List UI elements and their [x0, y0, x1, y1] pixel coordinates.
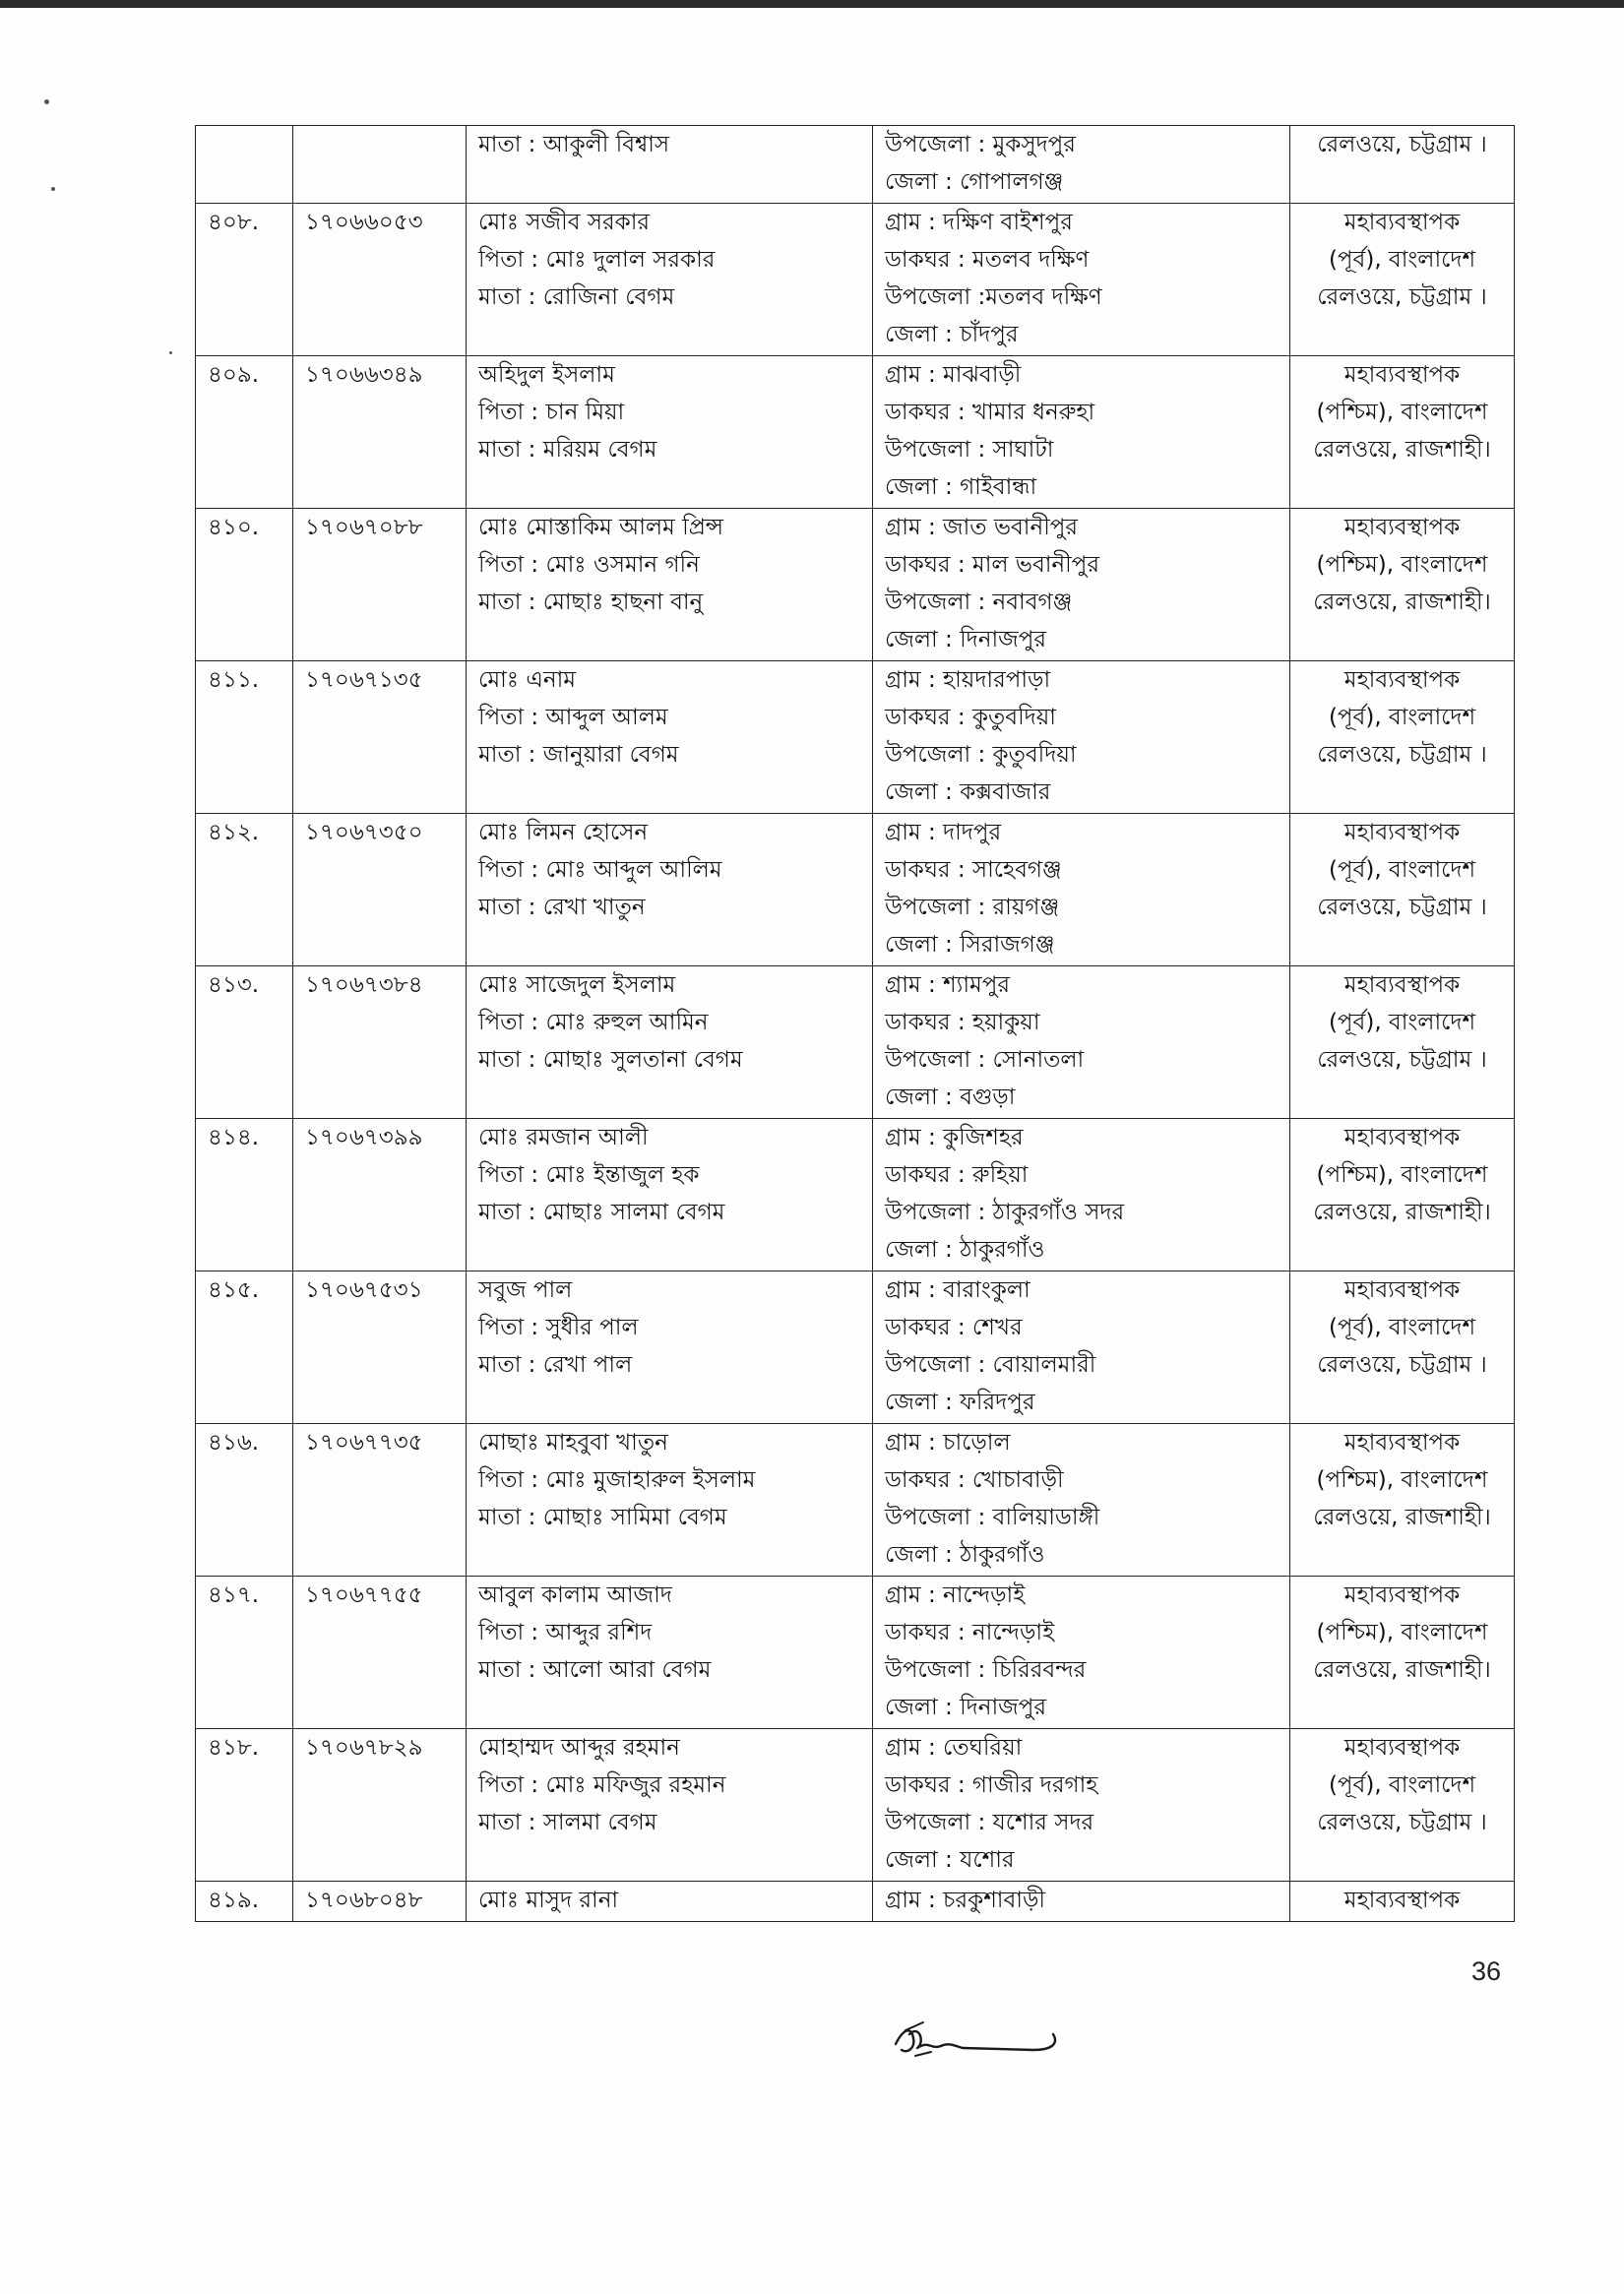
name-line: পিতা : মোঃ মফিজুর রহমান	[478, 1772, 726, 1798]
address-line: উপজেলা :মতলব দক্ষিণ	[885, 284, 1102, 310]
posting-line: মহাব্যবস্থাপক	[1343, 1430, 1461, 1456]
address-line: উপজেলা : যশোর সদর	[885, 1810, 1094, 1835]
serial-number-cell: ৪১২.	[196, 814, 293, 966]
candidate-table	[195, 125, 1515, 1922]
address-line: ডাকঘর : খামার ধনরুহা	[885, 400, 1095, 425]
name-line: পিতা : সুধীর পাল	[478, 1315, 639, 1340]
table-row	[196, 966, 1515, 1119]
address-line: ডাকঘর : কুতুবদিয়া	[885, 705, 1056, 730]
name-line: পিতা : চান মিয়া	[478, 400, 625, 425]
name-cell	[467, 966, 873, 1119]
roll-number-cell: ১৭০৬৮০৪৮	[293, 1882, 467, 1922]
posting-line: (পূর্ব), বাংলাদেশ	[1328, 247, 1476, 273]
name-cell	[467, 1882, 873, 1922]
roll-number-cell: ১৭০৬৬০৫৩	[293, 204, 467, 356]
posting-cell	[1290, 509, 1515, 661]
roll-number-cell: ১৭০৬৭০৮৮	[293, 509, 467, 661]
table-row	[196, 814, 1515, 966]
roll-number-cell	[293, 126, 467, 204]
name-line: মোঃ লিমন হোসেন	[478, 820, 649, 845]
posting-line: (পূর্ব), বাংলাদেশ	[1328, 1315, 1476, 1340]
posting-cell	[1290, 126, 1515, 204]
posting-cell	[1290, 661, 1515, 814]
serial-number-cell: ৪১৪.	[196, 1119, 293, 1271]
posting-line: মহাব্যবস্থাপক	[1343, 820, 1461, 845]
posting-line: মহাব্যবস্থাপক	[1343, 210, 1461, 235]
name-line: সবুজ পাল	[478, 1277, 573, 1303]
posting-line: (পশ্চিম), বাংলাদেশ	[1316, 552, 1488, 578]
address-line: ডাকঘর : রুহিয়া	[885, 1162, 1029, 1188]
address-line: উপজেলা : বোয়ালমারী	[885, 1352, 1096, 1378]
roll-number-cell: ১৭০৬৭৭৫৫	[293, 1577, 467, 1729]
address-line: উপজেলা : সাঘাটা	[885, 437, 1054, 463]
address-line: জেলা : যশোর	[885, 1847, 1015, 1873]
name-line: পিতা : মোঃ মুজাহারুল ইসলাম	[478, 1467, 756, 1493]
table-row	[196, 1577, 1515, 1729]
posting-line: রেলওয়ে, চট্টগ্রাম ।	[1317, 284, 1487, 310]
scan-speck	[51, 187, 55, 191]
signature-icon	[886, 2013, 1073, 2072]
address-line: ডাকঘর : শেখর	[885, 1315, 1023, 1340]
posting-line: রেলওয়ে, রাজশাহী।	[1313, 437, 1491, 463]
name-line: মাতা : রেখা পাল	[478, 1352, 633, 1378]
address-line: উপজেলা : মুকসুদপুর	[885, 132, 1076, 157]
address-line: গ্রাম : মাঝবাড়ী	[885, 362, 1022, 388]
address-line: ডাকঘর : গাজীর দরগাহ	[885, 1772, 1098, 1798]
address-line: জেলা : ঠাকুরগাঁও	[885, 1542, 1045, 1568]
address-line: গ্রাম : নান্দেড়াই	[885, 1582, 1026, 1608]
table-row	[196, 661, 1515, 814]
serial-number-cell: ৪১৯.	[196, 1882, 293, 1922]
name-line: মাতা : মোছাঃ সামিমা বেগম	[478, 1505, 727, 1530]
name-line: পিতা : মোঃ ওসমান গনি	[478, 552, 700, 578]
name-line: মাতা : আকুলী বিশ্বাস	[478, 132, 670, 157]
name-line: মোঃ মাসুদ রানা	[478, 1888, 619, 1913]
address-line: জেলা : গাইবান্ধা	[885, 474, 1037, 500]
address-cell	[873, 1729, 1290, 1882]
name-line: মাতা : আলো আরা বেগম	[478, 1657, 712, 1683]
serial-number-cell: ৪১৫.	[196, 1271, 293, 1424]
posting-line: মহাব্যবস্থাপক	[1343, 1277, 1461, 1303]
table-row	[196, 1729, 1515, 1882]
posting-cell	[1290, 1882, 1515, 1922]
name-line: মাতা : সালমা বেগম	[478, 1810, 657, 1835]
table-row	[196, 509, 1515, 661]
posting-line: মহাব্যবস্থাপক	[1343, 515, 1461, 540]
serial-number-cell: ৪১৩.	[196, 966, 293, 1119]
posting-line: মহাব্যবস্থাপক	[1343, 1888, 1461, 1913]
roll-number-cell: ১৭০৬৭৮২৯	[293, 1729, 467, 1882]
name-line: পিতা : মোঃ ইন্তাজুল হক	[478, 1162, 700, 1188]
table-row	[196, 1882, 1515, 1922]
name-line: মাতা : মোছাঃ হাছনা বানু	[478, 589, 704, 615]
address-line: গ্রাম : দক্ষিণ বাইশপুর	[885, 210, 1073, 235]
address-line: জেলা : কক্সবাজার	[885, 779, 1051, 805]
name-line: মোঃ সজীব সরকার	[478, 210, 651, 235]
table-row	[196, 126, 1515, 204]
table-row	[196, 1424, 1515, 1577]
serial-number-cell: ৪১৬.	[196, 1424, 293, 1577]
posting-cell	[1290, 204, 1515, 356]
posting-line: রেলওয়ে, চট্টগ্রাম ।	[1317, 742, 1487, 768]
table-row	[196, 1271, 1515, 1424]
address-cell	[873, 966, 1290, 1119]
address-cell	[873, 1271, 1290, 1424]
name-line: পিতা : মোঃ রুহুল আমিন	[478, 1010, 709, 1035]
name-line: মোঃ মোস্তাকিম আলম প্রিন্স	[478, 515, 723, 540]
address-line: ডাকঘর : খোচাবাড়ী	[885, 1467, 1064, 1493]
address-line: জেলা : ঠাকুরগাঁও	[885, 1237, 1045, 1263]
address-cell	[873, 661, 1290, 814]
roll-number-cell: ১৭০৬৭৩৯৯	[293, 1119, 467, 1271]
address-line: জেলা : বগুড়া	[885, 1085, 1016, 1110]
scan-top-edge	[0, 0, 1624, 8]
scan-speck	[169, 351, 172, 354]
address-line: ডাকঘর : মতলব দক্ষিণ	[885, 247, 1090, 273]
scan-speck	[44, 99, 49, 104]
address-line: উপজেলা : ঠাকুরগাঁও সদর	[885, 1200, 1125, 1225]
posting-line: (পূর্ব), বাংলাদেশ	[1328, 1772, 1476, 1798]
address-cell	[873, 814, 1290, 966]
posting-cell	[1290, 1729, 1515, 1882]
name-line: পিতা : মোঃ আব্দুল আলিম	[478, 857, 722, 883]
roll-number-cell: ১৭০৬৭৫৩১	[293, 1271, 467, 1424]
posting-line: (পশ্চিম), বাংলাদেশ	[1316, 1467, 1488, 1493]
posting-line: রেলওয়ে, চট্টগ্রাম ।	[1317, 895, 1487, 920]
name-cell	[467, 661, 873, 814]
address-line: গ্রাম : চরকুশাবাড়ী	[885, 1888, 1045, 1913]
address-cell	[873, 356, 1290, 509]
name-line: মাতা : রোজিনা বেগম	[478, 284, 675, 310]
name-line: মাতা : মোছাঃ সুলতানা বেগম	[478, 1047, 743, 1073]
name-cell	[467, 204, 873, 356]
address-cell	[873, 126, 1290, 204]
name-line: মাতা : রেখা খাতুন	[478, 895, 646, 920]
name-line: পিতা : আব্দুর রশিদ	[478, 1620, 653, 1645]
posting-line: (পশ্চিম), বাংলাদেশ	[1316, 1620, 1488, 1645]
name-line: মোছাঃ মাহবুবা খাতুন	[478, 1430, 668, 1456]
roll-number-cell: ১৭০৬৭৩৫০	[293, 814, 467, 966]
name-line: পিতা : মোঃ দুলাল সরকার	[478, 247, 716, 273]
posting-line: (পূর্ব), বাংলাদেশ	[1328, 857, 1476, 883]
posting-line: (পূর্ব), বাংলাদেশ	[1328, 1010, 1476, 1035]
address-line: গ্রাম : জাত ভবানীপুর	[885, 515, 1079, 540]
serial-number-cell	[196, 126, 293, 204]
address-cell	[873, 1119, 1290, 1271]
posting-line: রেলওয়ে, রাজশাহী।	[1313, 1200, 1491, 1225]
posting-line: রেলওয়ে, চট্টগ্রাম ।	[1317, 1352, 1487, 1378]
address-line: জেলা : গোপালগঞ্জ	[885, 169, 1064, 195]
address-line: ডাকঘর : হয়াকুয়া	[885, 1010, 1040, 1035]
address-line: উপজেলা : কুতুবদিয়া	[885, 742, 1077, 768]
posting-line: (পূর্ব), বাংলাদেশ	[1328, 705, 1476, 730]
address-line: ডাকঘর : মাল ভবানীপুর	[885, 552, 1099, 578]
address-line: জেলা : দিনাজপুর	[885, 1695, 1046, 1720]
posting-cell	[1290, 1119, 1515, 1271]
roll-number-cell: ১৭০৬৭৩৮৪	[293, 966, 467, 1119]
name-cell	[467, 126, 873, 204]
posting-line: রেলওয়ে, চট্টগ্রাম ।	[1317, 132, 1487, 157]
name-line: মোহাম্মদ আব্দুর রহমান	[478, 1735, 680, 1761]
address-line: গ্রাম : দাদপুর	[885, 820, 1002, 845]
serial-number-cell: ৪০৮.	[196, 204, 293, 356]
name-line: পিতা : আব্দুল আলম	[478, 705, 668, 730]
posting-line: রেলওয়ে, রাজশাহী।	[1313, 1505, 1491, 1530]
page-number: 36	[1471, 1956, 1502, 1986]
posting-line: মহাব্যবস্থাপক	[1343, 1582, 1461, 1608]
posting-line: রেলওয়ে, রাজশাহী।	[1313, 589, 1491, 615]
address-line: ডাকঘর : সাহেবগঞ্জ	[885, 857, 1062, 883]
address-line: ডাকঘর : নান্দেড়াই	[885, 1620, 1055, 1645]
name-line: অহিদুল ইসলাম	[478, 362, 615, 388]
address-line: উপজেলা : সোনাতলা	[885, 1047, 1085, 1073]
name-line: মোঃ রমজান আলী	[478, 1125, 649, 1150]
name-cell	[467, 509, 873, 661]
posting-cell	[1290, 814, 1515, 966]
roll-number-cell: ১৭০৬৭৭৩৫	[293, 1424, 467, 1577]
name-line: মোঃ এনাম	[478, 667, 577, 693]
posting-line: মহাব্যবস্থাপক	[1343, 667, 1461, 693]
name-cell	[467, 1729, 873, 1882]
name-line: মাতা : মরিয়ম বেগম	[478, 437, 657, 463]
posting-line: মহাব্যবস্থাপক	[1343, 972, 1461, 998]
address-cell	[873, 204, 1290, 356]
address-line: গ্রাম : হায়দারপাড়া	[885, 667, 1051, 693]
table-row	[196, 356, 1515, 509]
candidate-table-body	[196, 126, 1515, 1922]
address-line: গ্রাম : শ্যামপুর	[885, 972, 1011, 998]
posting-line: মহাব্যবস্থাপক	[1343, 1125, 1461, 1150]
address-line: গ্রাম : চাড়োল	[885, 1430, 1011, 1456]
name-line: আবুল কালাম আজাদ	[478, 1582, 672, 1608]
address-line: জেলা : চাঁদপুর	[885, 322, 1019, 347]
serial-number-cell: ৪১০.	[196, 509, 293, 661]
posting-cell	[1290, 1577, 1515, 1729]
posting-cell	[1290, 966, 1515, 1119]
posting-line: (পশ্চিম), বাংলাদেশ	[1316, 400, 1488, 425]
posting-line: রেলওয়ে, চট্টগ্রাম ।	[1317, 1810, 1487, 1835]
posting-cell	[1290, 1271, 1515, 1424]
name-cell	[467, 1271, 873, 1424]
serial-number-cell: ৪১১.	[196, 661, 293, 814]
address-line: গ্রাম : তেঘরিয়া	[885, 1735, 1023, 1761]
name-line: মাতা : মোছাঃ সালমা বেগম	[478, 1200, 725, 1225]
name-cell	[467, 1424, 873, 1577]
name-cell	[467, 814, 873, 966]
name-line: মাতা : জানুয়ারা বেগম	[478, 742, 679, 768]
address-line: জেলা : দিনাজপুর	[885, 627, 1046, 652]
address-cell	[873, 1424, 1290, 1577]
address-line: উপজেলা : নবাবগঞ্জ	[885, 589, 1073, 615]
serial-number-cell: ৪১৮.	[196, 1729, 293, 1882]
address-line: উপজেলা : চিরিরবন্দর	[885, 1657, 1087, 1683]
address-line: জেলা : সিরাজগঞ্জ	[885, 932, 1055, 958]
address-line: উপজেলা : বালিয়াডাঙ্গী	[885, 1505, 1100, 1530]
posting-line: মহাব্যবস্থাপক	[1343, 362, 1461, 388]
table-row	[196, 1119, 1515, 1271]
name-cell	[467, 1119, 873, 1271]
address-line: উপজেলা : রায়গঞ্জ	[885, 895, 1060, 920]
posting-line: (পশ্চিম), বাংলাদেশ	[1316, 1162, 1488, 1188]
posting-line: মহাব্যবস্থাপক	[1343, 1735, 1461, 1761]
roll-number-cell: ১৭০৬৭১৩৫	[293, 661, 467, 814]
posting-line: রেলওয়ে, রাজশাহী।	[1313, 1657, 1491, 1683]
posting-cell	[1290, 1424, 1515, 1577]
posting-cell	[1290, 356, 1515, 509]
name-line: মোঃ সাজেদুল ইসলাম	[478, 972, 676, 998]
address-line: গ্রাম : কুজিশহর	[885, 1125, 1024, 1150]
table-row	[196, 204, 1515, 356]
roll-number-cell: ১৭০৬৬৩৪৯	[293, 356, 467, 509]
serial-number-cell: ৪০৯.	[196, 356, 293, 509]
name-cell	[467, 1577, 873, 1729]
address-cell	[873, 1882, 1290, 1922]
address-line: জেলা : ফরিদপুর	[885, 1390, 1035, 1415]
address-cell	[873, 1577, 1290, 1729]
serial-number-cell: ৪১৭.	[196, 1577, 293, 1729]
name-cell	[467, 356, 873, 509]
address-cell	[873, 509, 1290, 661]
address-line: গ্রাম : বারাংকুলা	[885, 1277, 1031, 1303]
posting-line: রেলওয়ে, চট্টগ্রাম ।	[1317, 1047, 1487, 1073]
